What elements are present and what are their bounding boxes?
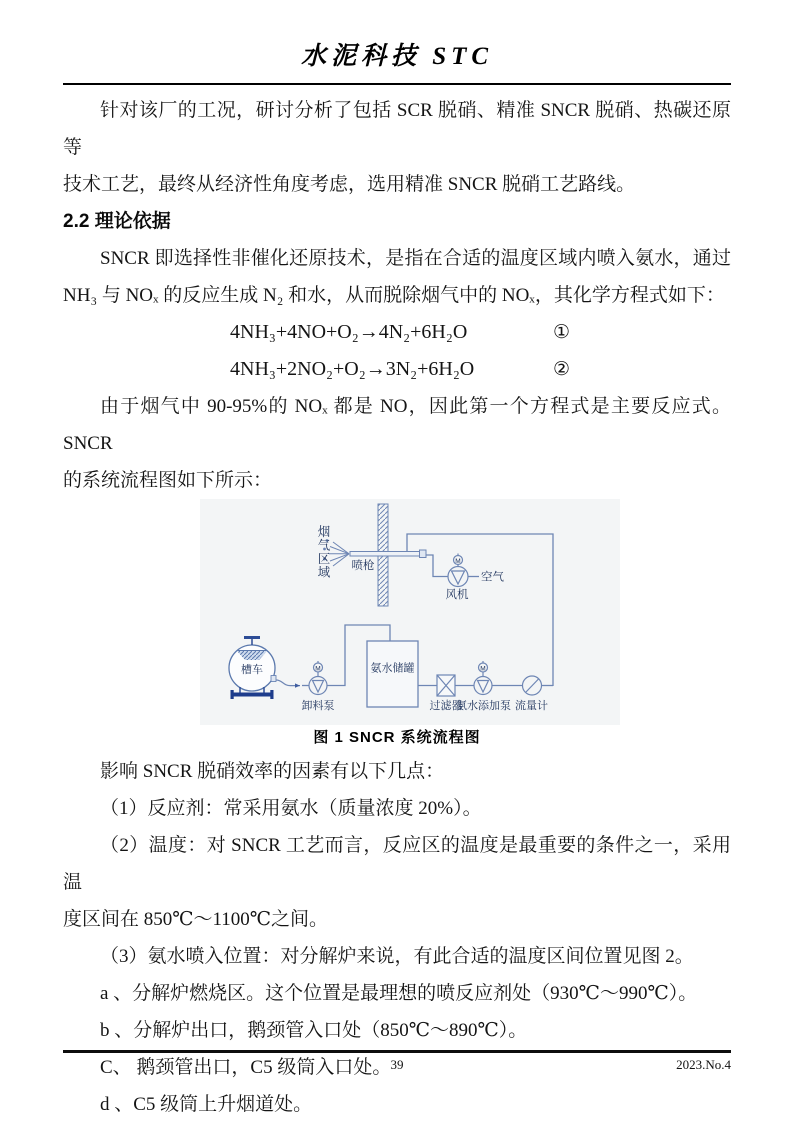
intro-line-1: 针对该厂的工况，研讨分析了包括 SCR 脱硝、精准 SNCR 脱硝、热碳还原等 [63, 100, 731, 158]
label-ammonia-tank: 氨水储罐 [370, 662, 415, 675]
label-unloading-pump: 卸料泵 [301, 700, 335, 712]
label-air: 空气 [481, 571, 504, 584]
page-footer [63, 1050, 731, 1077]
label-tanker: 槽车 [241, 664, 263, 676]
page-number: 39 [390, 1057, 404, 1072]
section-heading: 2.2 理论依据 [63, 211, 171, 232]
theory-line-1: SNCR 即选择性非催化还原技术，是指在合适的温度区域内喷入氨水，通过 [100, 248, 731, 269]
factors-line-8: C、 鹅颈管出口，C5 级筒入口处。 [100, 1057, 392, 1078]
label-flue-gas-zone: 烟气区域 [316, 525, 330, 579]
label-fan: 风机 [445, 589, 469, 601]
motor-letter: M [455, 557, 461, 565]
equation-1-number: ① [552, 322, 570, 343]
sncr-diagram-svg [200, 499, 620, 725]
factors-line-7: b 、分解炉出口，鹅颈管入口处（850℃～890℃）。 [100, 1020, 528, 1041]
factors-line-3: （2）温度：对 SNCR 工艺而言，反应区的温度是最重要的条件之一，采用温 [63, 835, 731, 893]
factors-line-1: 影响 SNCR 脱硝效率的因素有以下几点： [100, 761, 445, 782]
equation-block [230, 314, 570, 388]
intro-line-2: 技术工艺，最终从经济性角度考虑，选用精准 SNCR 脱硝工艺路线。 [63, 174, 636, 195]
label-flow-meter: 流量计 [515, 700, 548, 712]
motor-letter: M [315, 665, 321, 673]
journal-title: 水泥科技 STC [300, 43, 494, 70]
motor-letter: M [480, 665, 486, 673]
factors-line-4: 度区间在 850℃～1100℃之间。 [63, 909, 329, 930]
filter-symbol [437, 675, 455, 696]
factors-line-5: （3）氨水喷入位置：对分解炉来说，有此合适的温度区间位置见图 2。 [100, 946, 694, 967]
spray-lance [350, 550, 426, 558]
factors-line-2: （1）反应剂：常采用氨水（质量浓度 20%）。 [100, 798, 482, 819]
flow-meter-symbol [523, 676, 542, 695]
equation-row [230, 351, 570, 388]
issue-number: 2023.No.4 [676, 1057, 731, 1072]
label-filter: 过滤器 [429, 700, 463, 712]
page-content [63, 40, 731, 1123]
figure-caption: 图 1 SNCR 系统流程图 [313, 729, 481, 746]
header-rule [63, 83, 731, 85]
factors-line-6: a 、分解炉燃烧区。这个位置是最理想的喷反应剂处（930℃～990℃）。 [100, 983, 698, 1004]
equation-2: 4NH₃+2NO₂+O₂→3N₂+6H₂O [230, 358, 475, 380]
equation-1: 4NH₃+4NO+O₂→4N₂+6H₂O [230, 321, 468, 343]
flow-intro-line-2: 的系统流程图如下所示： [63, 470, 273, 491]
factors-line-9: d 、C5 级筒上升烟道处。 [100, 1094, 313, 1115]
label-dosing-pump: 氨水添加泵 [456, 700, 511, 712]
label-lance: 喷枪 [351, 560, 375, 572]
figure-sncr-flow-diagram [200, 499, 620, 725]
equation-2-number: ② [552, 359, 570, 380]
equation-row [230, 314, 570, 351]
theory-line-2: NH₃ 与 NOₓ 的反应生成 N₂ 和水，从而脱除烟气中的 NOₓ，其化学方程式如下： [63, 285, 725, 306]
flow-intro-line-1: 由于烟气中 90-95%的 NOₓ 都是 NO，因此第一个方程式是主要反应式。SNCR [63, 396, 731, 454]
